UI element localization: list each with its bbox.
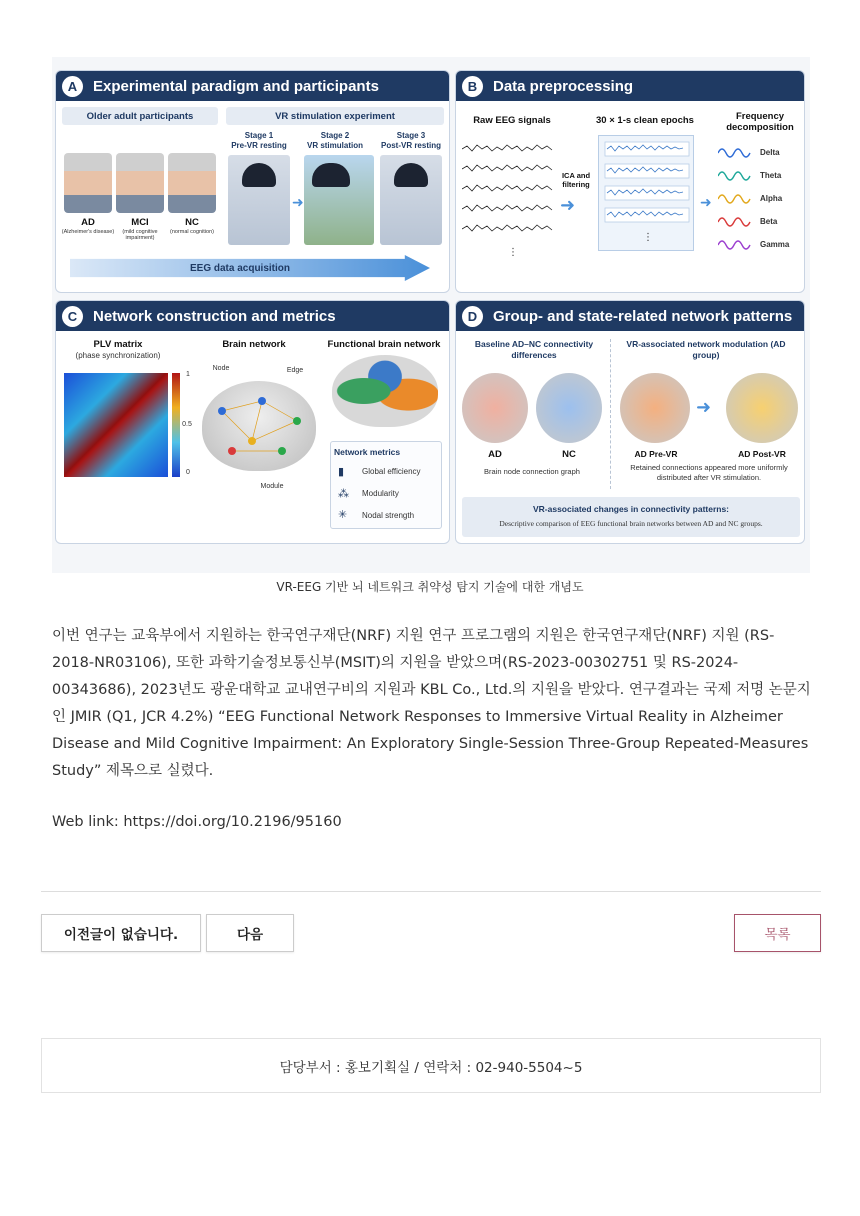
group-nc-code: NC bbox=[185, 217, 199, 228]
vr-experiment-title: VR stimulation experiment bbox=[275, 111, 395, 122]
bar-chart-icon: ▮ bbox=[338, 465, 345, 478]
group-mci-code: MCI bbox=[131, 217, 149, 228]
svg-text:⋮: ⋮ bbox=[643, 232, 653, 243]
panel-b-title: Data preprocessing bbox=[493, 77, 634, 95]
brain-network-title: Brain network bbox=[222, 339, 286, 350]
metric-modularity: Modularity bbox=[362, 489, 399, 498]
plv-subtitle: (phase synchronization) bbox=[75, 351, 161, 360]
panel-d-title: Group- and state-related network patterns bbox=[493, 307, 793, 325]
raw-eeg-waves bbox=[462, 141, 562, 261]
scale-max: 1 bbox=[186, 371, 190, 378]
metric-global-efficiency: Global efficiency bbox=[362, 467, 421, 476]
changes-title: VR-associated changes in connectivity patterns: bbox=[532, 504, 730, 514]
baseline-title: Baseline AD–NC connectivity differences bbox=[474, 339, 594, 360]
ica-label: ICA and filtering bbox=[561, 171, 591, 189]
group-mci-desc: (mild cognitive impairment) bbox=[122, 229, 158, 241]
band-delta: Delta bbox=[760, 148, 780, 157]
changes-box bbox=[462, 497, 800, 537]
contact-footer bbox=[41, 1038, 821, 1093]
fbn-title: Functional brain network bbox=[327, 339, 441, 350]
prev-post-button[interactable]: 이전글이 없습니다. bbox=[41, 914, 201, 952]
panel-network-construction bbox=[55, 300, 450, 544]
panel-network-patterns bbox=[455, 300, 805, 544]
stage1-desc: Pre-VR resting bbox=[231, 141, 287, 150]
frequency-label: Frequency decomposition bbox=[726, 111, 794, 133]
divider bbox=[41, 891, 821, 892]
next-post-button[interactable]: 다음 bbox=[206, 914, 294, 952]
figure-caption: VR-EEG 기반 뇌 네트워크 취약성 탐지 기술에 대한 개념도 bbox=[276, 580, 584, 594]
retained-note: Retained connections appeared more uniformly distributed after VR stimulation. bbox=[630, 463, 788, 482]
metrics-title: Network metrics bbox=[334, 447, 401, 457]
ad-post-vr-graphic bbox=[726, 373, 798, 443]
panel-b-badge: B bbox=[462, 76, 483, 97]
ad-pre-vr-graphic bbox=[620, 373, 690, 443]
pre-post-arrow-icon: ➜ bbox=[696, 397, 712, 418]
plv-colorbar bbox=[172, 373, 180, 477]
stage-arrow-icon: ➜ bbox=[292, 195, 304, 211]
nc-label: NC bbox=[562, 449, 576, 460]
plv-title: PLV matrix bbox=[93, 339, 143, 350]
participant-ad-photo bbox=[64, 153, 112, 213]
metric-nodal-strength: Nodal strength bbox=[362, 511, 415, 520]
participant-nc-photo bbox=[168, 153, 216, 213]
scale-mid: 0.5 bbox=[182, 421, 192, 428]
group-ad-desc: (Alzheimer's disease) bbox=[61, 229, 115, 235]
ad-label: AD bbox=[488, 449, 502, 460]
stage2-name: Stage 2 bbox=[320, 131, 350, 140]
nodal-strength-icon: ✳ bbox=[338, 508, 348, 521]
edge-label: Edge bbox=[286, 367, 304, 374]
article-paragraph: 이번 연구는 교육부에서 지원하는 한국연구재단(NRF) 지원 연구 프로그램의 지원은 한국연구재단(NRF) 지원 (RS-2018-NR03106), 또한 과학기술정보통신부(MSIT)의 지원을 받았으며(RS-2023-00302751 및 RS-2024-00343686), 2023년도 광운대학교 교내연구비의 지원과 KBL Co., Ltd.의 지원을 받았다. 연구결과는 국제 저명 논문지인 JMIR (Q1, JCR 4.2%) “EEG Functional Network Responses to Immersive Virtual Reality in Alzheimer Disease and Mild Cognitive Impairment: An Exploratory Single-Session Three-Group Repeated-Measures Study” 제목으로 실렸다. bbox=[52, 628, 811, 779]
stage3-name: Stage 3 bbox=[396, 131, 426, 140]
stage1-photo bbox=[228, 155, 290, 245]
band-theta: Theta bbox=[760, 171, 782, 180]
list-button[interactable]: 목록 bbox=[734, 914, 821, 952]
pre-vr-label: AD Pre-VR bbox=[634, 449, 678, 459]
brain-network-graphic bbox=[202, 381, 316, 471]
band-alpha: Alpha bbox=[760, 194, 783, 203]
panel-a-title: Experimental paradigm and participants bbox=[93, 77, 379, 95]
stage3-photo bbox=[380, 155, 442, 245]
freq-arrow-icon: ➜ bbox=[700, 195, 712, 211]
svg-text:⋮: ⋮ bbox=[508, 247, 518, 258]
ad-brain-graphic bbox=[462, 373, 528, 443]
participant-mci-photo bbox=[116, 153, 164, 213]
web-link[interactable]: Web link: https://doi.org/10.2196/95160 bbox=[52, 814, 342, 830]
fbn-graphic bbox=[332, 355, 438, 427]
graph-label: Brain node connection graph bbox=[484, 467, 580, 476]
module-label: Module bbox=[260, 483, 284, 490]
contact-info: 담당부서 : 홍보기획실 / 연락처 : 02-940-5504~5 bbox=[279, 1059, 583, 1076]
raw-eeg-label: Raw EEG signals bbox=[473, 115, 551, 126]
epochs-label: 30 × 1-s clean epochs bbox=[596, 115, 694, 126]
stage2-desc: VR stimulation bbox=[306, 141, 363, 150]
panel-c-title: Network construction and metrics bbox=[93, 307, 336, 325]
panel-c-badge: C bbox=[62, 306, 83, 327]
changes-desc: Descriptive comparison of EEG functional brain networks between AD and NC groups. bbox=[499, 519, 763, 528]
post-vr-label: AD Post-VR bbox=[738, 449, 786, 459]
band-gamma: Gamma bbox=[760, 240, 790, 249]
nc-brain-graphic bbox=[536, 373, 602, 443]
panel-experimental-paradigm bbox=[55, 70, 450, 293]
band-beta: Beta bbox=[760, 217, 778, 226]
modulation-title: VR-associated network modulation (AD group) bbox=[626, 339, 786, 360]
modularity-icon: ⁂ bbox=[338, 487, 349, 500]
panel-data-preprocessing bbox=[455, 70, 805, 293]
epochs-box bbox=[598, 135, 694, 251]
group-nc-desc: (normal cognition) bbox=[169, 229, 215, 235]
stage2-photo bbox=[304, 155, 374, 245]
panel-d-badge: D bbox=[462, 306, 483, 327]
ica-arrow-icon: ➜ bbox=[560, 195, 576, 216]
plv-matrix bbox=[64, 373, 168, 477]
node-label: Node bbox=[212, 365, 230, 372]
group-ad-code: AD bbox=[81, 217, 95, 228]
panel-a-badge: A bbox=[62, 76, 83, 97]
concept-figure bbox=[52, 57, 810, 573]
stage3-desc: Post-VR resting bbox=[380, 141, 441, 150]
stage1-name: Stage 1 bbox=[244, 131, 274, 140]
participants-title: Older adult participants bbox=[86, 111, 194, 122]
scale-min: 0 bbox=[186, 469, 190, 476]
acquisition-label: EEG data acquisition bbox=[189, 263, 291, 274]
band-waves bbox=[718, 143, 758, 263]
